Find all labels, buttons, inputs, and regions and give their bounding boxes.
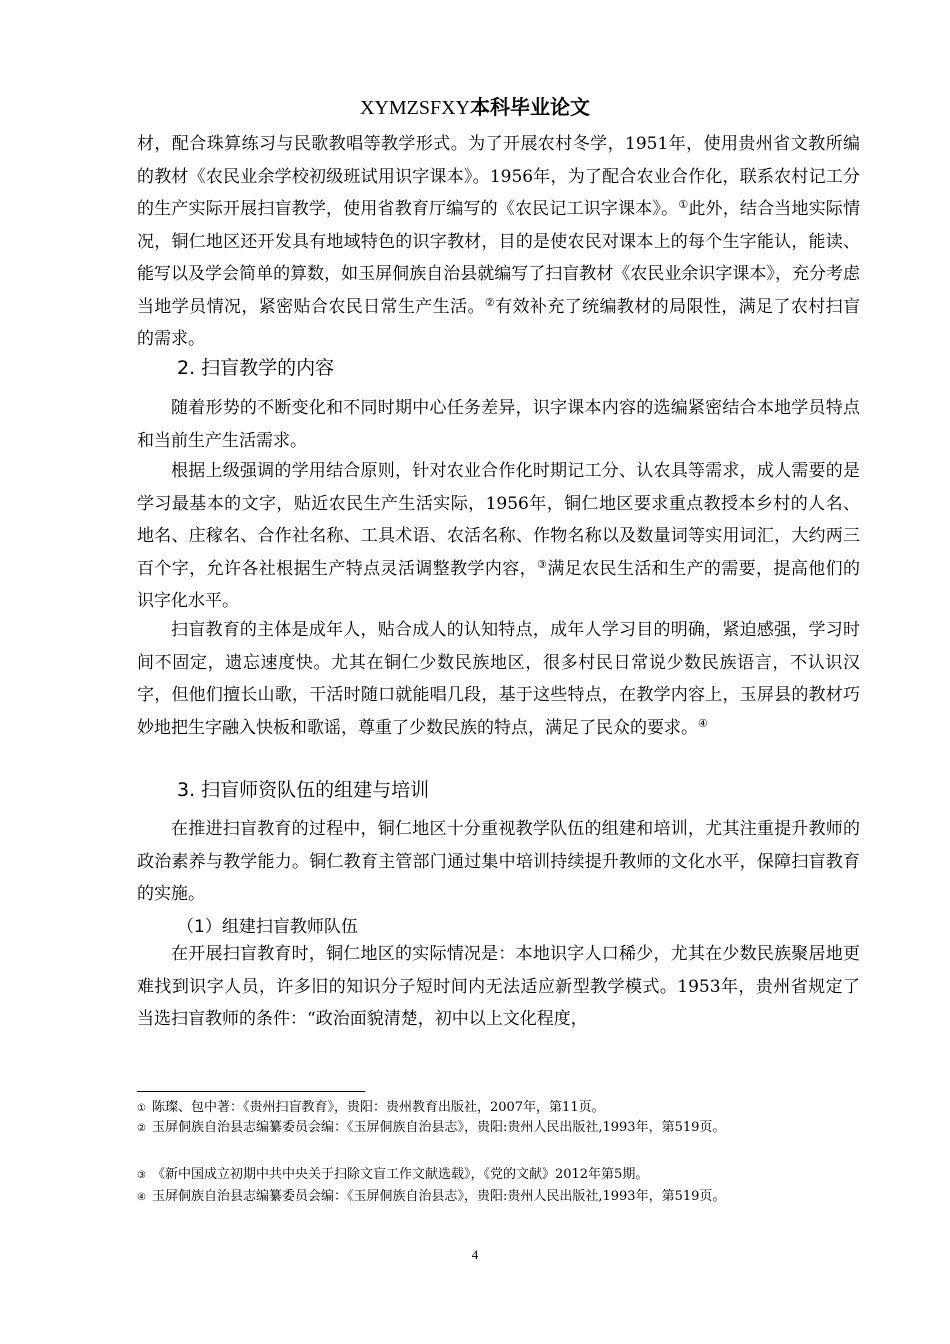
footnote-3: [137, 1165, 860, 1186]
footnote-text: 陈璨、包中著：《贵州扫盲教育》，贵阳：贵州教育出版社，2007年，第11页。: [151, 1100, 605, 1115]
paragraph-body: [137, 392, 860, 457]
footnote-mark: ①: [137, 1103, 146, 1114]
header-code: XYMZSFXY: [359, 97, 471, 119]
footnote-ref-4[interactable]: ④: [698, 716, 708, 730]
footnote-separator: [137, 1091, 365, 1092]
footnote-ref-2[interactable]: ②: [484, 295, 496, 309]
subsection-heading-build-team: （1）组建扫盲教师队伍: [177, 917, 358, 937]
footnote-text: 玉屏侗族自治县志编纂委员会编：《玉屏侗族自治县志》，贵阳:贵州人民出版社,1993年，第519页。: [151, 1189, 726, 1204]
paragraph-body: [137, 455, 860, 618]
paragraph-text: 有效补充了统编教材的局限性，满足了农村扫盲的需求。: [137, 296, 861, 349]
footnote-4: [137, 1187, 860, 1208]
footnote-2: [137, 1118, 860, 1139]
footnote-text: 玉屏侗族自治县志编纂委员会编：《玉屏侗族自治县志》，贵阳:贵州人民出版社,1993年，第519页。: [151, 1120, 726, 1135]
running-header: [0, 91, 950, 120]
paragraph-text: 此外，结合当地实际情况，铜仁地区还开发具有地域特色的识字教材，目的是使农民对课本上的每个生字能认，能读、能写以及学会简单的算数，如玉屏侗族自治县就编写了扫盲教材《农民业余识字课本》，充分考虑当地学员情况，紧密贴合农民日常生产生活。: [137, 199, 860, 317]
footnote-mark: ②: [137, 1123, 146, 1134]
paragraph-text: 材，配合珠算练习与民歌教唱等教学形式。为了开展农村冬学，1951年，使用贵州省文教所编的教材《农民业余学校初级班试用识字课本》。1956年，为了配合农业合作化，联系农村记工分的生产实际开展扫盲教学，使用省教育厅编写的《农民记工识字课本》。: [137, 134, 860, 219]
paragraph-body: [137, 614, 860, 744]
paragraph-text: 随着形势的不断变化和不同时期中心任务差异，识字课本内容的选编紧密结合本地学员特点和当前生产生活需求。: [137, 398, 860, 451]
paragraph-text: 扫盲教育的主体是成年人，贴合成人的认知特点，成年人学习目的明确，紧迫感强，学习时间不固定，遗忘速度快。尤其在铜仁少数民族地区，很多村民日常说少数民族语言，不认识汉字，但他们擅长山歌，干活时随口就能唱几段，基于这些特点，在教学内容上，玉屏县的教材巧妙地把生字融入快板和歌谣，尊重了少数民族的特点，满足了民众的要求。: [137, 620, 860, 738]
paragraph-text: 满足农民生活和生产的需要，提高他们的识字化水平。: [137, 558, 860, 611]
header-tag: 本科毕业论文: [470, 95, 591, 119]
paragraph-text: 根据上级强调的学用结合原则，针对农业合作化时期记工分、认农具等需求，成人需要的是学习最基本的文字，贴近农民生产生活实际，1956年，铜仁地区要求重点教授本乡村的人名、地名、庄稼名、合作社名称、工具术语、农活名称、作物名称以及数量词等实用词汇，大约两三百个字，允许各社根据生产特点灵活调整教学内容，: [137, 461, 860, 579]
section-heading-teaching-content: 2. 扫盲教学的内容: [177, 357, 335, 379]
paragraph-text: 在开展扫盲教育时，铜仁地区的实际情况是：本地识字人口稀少，尤其在少数民族聚居地更难找到识字人员，许多旧的知识分子短时间内无法适应新型教学模式。1953年，贵州省规定了当选扫盲教师的条件：“政治面貌清楚，初中以上文化程度，: [137, 944, 860, 1029]
footnote-ref-3[interactable]: ③: [537, 557, 548, 571]
paragraph-body: [137, 938, 860, 1036]
page-number: 4: [471, 1247, 479, 1262]
footnote-ref-1[interactable]: ①: [678, 198, 689, 211]
section-heading-teacher-team: 3. 扫盲师资队伍的组建与培训: [177, 779, 430, 801]
footnote-mark: ③: [137, 1170, 146, 1181]
paragraph-body: [137, 813, 860, 911]
paragraph-text: 在推进扫盲教育的过程中，铜仁地区十分重视教学队伍的组建和培训，尤其注重提升教师的政治素养与教学能力。铜仁教育主管部门通过集中培训持续提升教师的文化水平，保障扫盲教育的实施。: [137, 819, 860, 904]
footnote-mark: ④: [137, 1192, 146, 1203]
footnote-1: [137, 1098, 860, 1119]
footnote-text: 《新中国成立初期中共中央关于扫除文盲工作文献选载》，《党的文献》2012年第5期。: [151, 1167, 649, 1182]
paragraph-continued-materials: [137, 128, 860, 356]
